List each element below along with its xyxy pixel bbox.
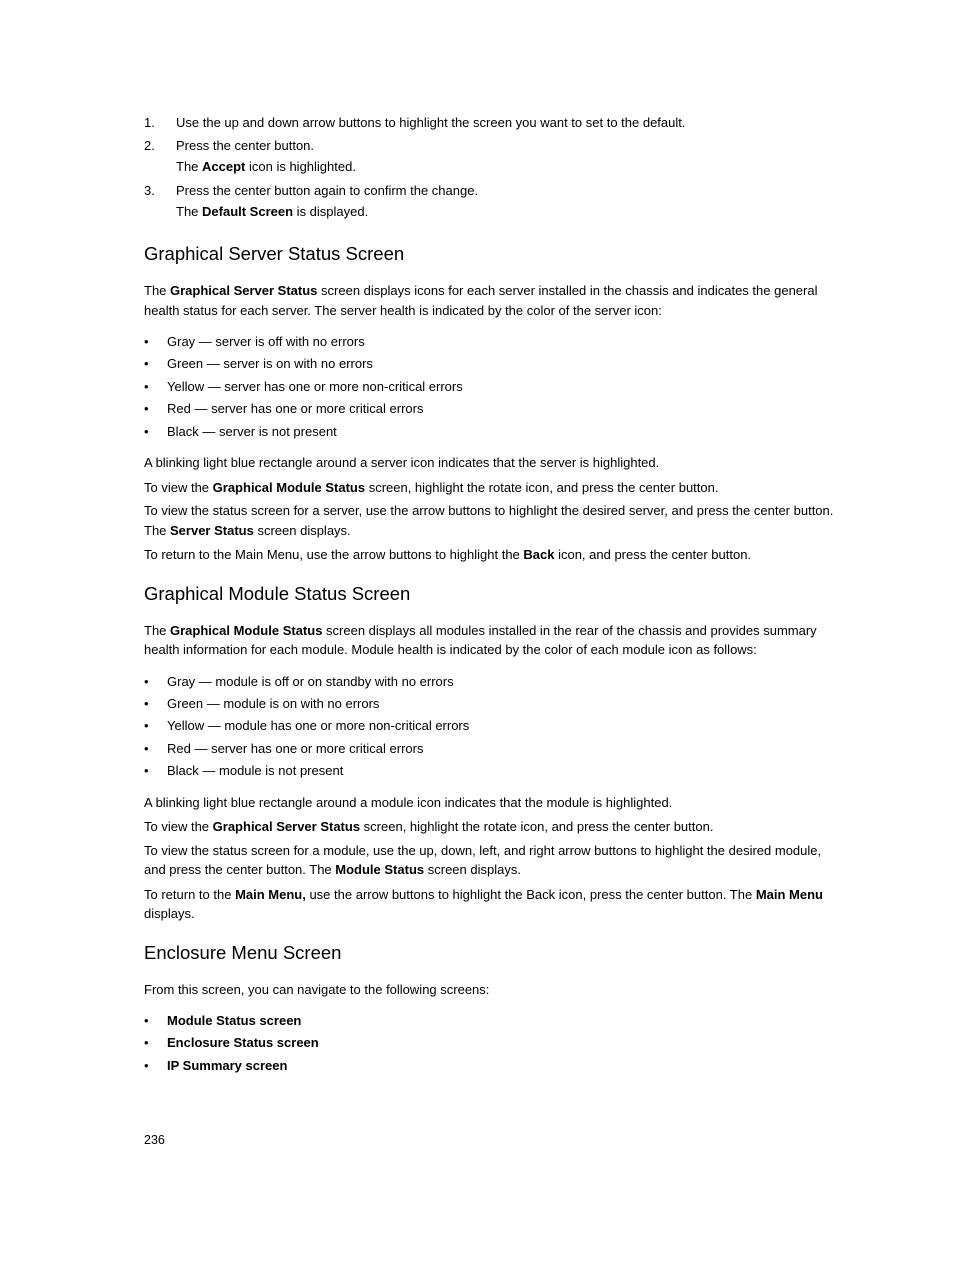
list-item: • Black — server is not present [144,423,337,439]
step-number: 3. [144,183,155,198]
list-item: • Module Status screen [144,1013,302,1029]
server-paragraph-4: To return to the Main Menu, use the arrow buttons to highlight the Back icon, and press the center button. [144,547,752,563]
step-text: Use the up and down arrow buttons to highlight the screen you want to set to the default. [176,115,686,130]
list-item: • Green — server is on with no errors [144,356,373,372]
step-number: 2. [144,138,155,153]
step-text: Press the center button again to confirm the change. [176,183,479,198]
step-3 [144,180,834,223]
ui-term: Back [523,547,555,563]
ui-term: Main Menu [755,886,823,902]
list-item: • Gray — module is off or on standby with no errors [144,673,454,689]
ui-term: Graphical Server Status [170,283,318,298]
ui-term: Accept [202,159,246,174]
server-paragraph-1: A blinking light blue rectangle around a server icon indicates that the server is highlighted. [144,455,660,471]
server-paragraph-2: To view the Graphical Module Status screen, highlight the rotate icon, and press the center button. [144,479,719,495]
page-number: 236 [144,1133,165,1147]
list-item: • Green — module is on with no errors [144,695,380,711]
server-intro: The Graphical Server Status screen displays icons for each server installed in the chassis and indicates the general health status for each server. The server health is indicated by the color of the server icon: [144,283,818,318]
section-heading-server: Graphical Server Status Screen [144,243,405,264]
ui-term: Server Status [170,522,254,538]
steps-list [144,112,834,223]
section-heading-module: Graphical Module Status Screen [144,582,411,604]
ui-term: Graphical Module Status [170,622,323,638]
ui-term: Module Status [335,862,425,878]
list-item: • Red — server has one or more critical errors [144,401,424,417]
step-2 [144,135,834,178]
step-number: 1. [144,115,155,130]
ui-term: Graphical Server Status [212,819,361,835]
step-result: The Default Screen is displayed. [176,204,369,219]
ui-term: Graphical Module Status [212,479,366,495]
enclosure-intro: From this screen, you can navigate to the following screens: [144,981,490,997]
step-result: The Accept icon is highlighted. [176,159,356,174]
ui-term: Enclosure Status screen [167,1035,319,1051]
ui-term: IP Summary screen [167,1057,288,1073]
list-item: • Red — server has one or more critical errors [144,740,424,756]
module-paragraph-3: To view the status screen for a module, use the up, down, left, and right arrow buttons to highlight the desired module, and press the center button. The Module Status screen displays. [144,842,822,878]
list-item: • Enclosure Status screen [144,1035,319,1051]
module-intro: The Graphical Module Status screen displays all modules installed in the rear of the chassis and provides summary health information for each module. Module health is indicated by the color of each module icon as follows: [144,622,817,658]
server-status-list [144,331,834,443]
ui-term: Module Status screen [167,1013,302,1029]
document-page [144,112,834,1077]
step-text: Press the center button. [176,138,315,153]
module-paragraph-1: A blinking light blue rectangle around a module icon indicates that the module is highlighted. [144,794,673,810]
list-item: • IP Summary screen [144,1057,288,1073]
list-item: • Black — module is not present [144,763,344,779]
list-item: • Yellow — server has one or more non-critical errors [144,378,463,394]
server-paragraph-3: To view the status screen for a server, use the arrow buttons to highlight the desired server, and press the center button. The Server Status screen displays. [144,503,834,538]
enclosure-screens-list [144,1010,834,1077]
list-item: • Yellow — module has one or more non-critical errors [144,718,470,734]
section-heading-enclosure: Enclosure Menu Screen [144,941,342,963]
ui-term: Default Screen [202,204,294,219]
module-status-list [144,671,834,783]
list-item: • Gray — server is off with no errors [144,334,365,349]
module-paragraph-2: To view the Graphical Server Status screen, highlight the rotate icon, and press the center button. [144,819,714,835]
module-paragraph-4: To return to the Main Menu, use the arrow buttons to highlight the Back icon, press the center button. The Main Menu displays. [144,886,823,922]
ui-term: Main Menu, [235,886,306,902]
step-1 [144,112,834,134]
